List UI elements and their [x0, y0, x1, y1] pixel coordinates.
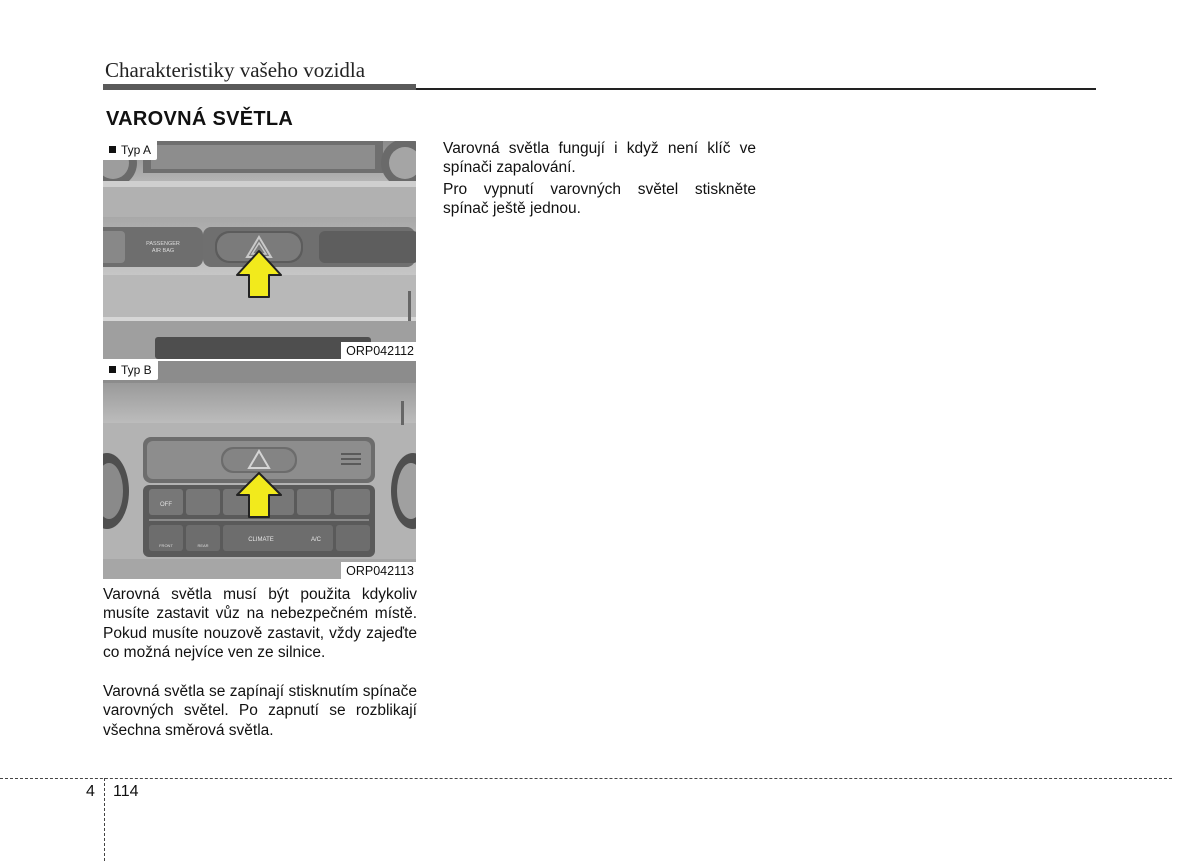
- panel-label-passenger: PASSENGER: [146, 241, 180, 247]
- square-bullet-icon: [109, 366, 116, 373]
- header-rule-thin: [416, 88, 1096, 90]
- body-paragraph: Varovná světla se zapínají stisknutím spínače varovných světel. Po zapnutí se rozblikají všechna směrová světla.: [103, 683, 417, 739]
- square-bullet-icon: [109, 146, 116, 153]
- footer-divider: [0, 778, 1172, 779]
- body-paragraph: Varovná světla fungují i když není klíč ve spínači zapalování.: [443, 140, 756, 177]
- figure-a-tag: [103, 141, 157, 160]
- panel-label-climate: CLIMATE: [248, 537, 274, 543]
- page-number: 114: [113, 783, 139, 800]
- panel-label-ac: A/C: [310, 537, 322, 543]
- figure-type-b: [103, 361, 416, 579]
- footer-divider-vertical: [104, 778, 105, 861]
- panel-label-airbag: AIR BAG: [151, 248, 175, 254]
- body-paragraph: Pro vypnutí varovných světel stiskněte spínač ještě jednou.: [443, 181, 756, 218]
- figure-b-tag-label: Typ B: [121, 363, 152, 377]
- chapter-number: 4: [86, 783, 95, 800]
- panel-label-front: FRONT: [159, 543, 173, 548]
- figure-a-code: ORP042112: [341, 342, 416, 359]
- figure-a-tag-label: Typ A: [121, 143, 152, 157]
- running-header: Charakteristiky vašeho vozidla: [105, 58, 366, 82]
- header-rule-thick: [103, 84, 416, 90]
- figure-b-illustration: [103, 361, 416, 579]
- section-title: VAROVNÁ SVĚTLA: [106, 108, 294, 130]
- body-paragraph: Varovná světla musí být použita kdykoliv musíte zastavit vůz na nebezpečném místě. Pokud musíte nouzově zastavit, vždy zajeďte co možná nejvíce ven ze silnice.: [103, 586, 417, 661]
- figure-type-a: [103, 141, 416, 359]
- figure-b-tag: [103, 361, 158, 380]
- figure-b-code: ORP042113: [341, 562, 416, 579]
- panel-label-off: OFF: [160, 502, 172, 508]
- panel-label-rear: REAR: [197, 543, 209, 548]
- figure-a-illustration: [103, 141, 416, 359]
